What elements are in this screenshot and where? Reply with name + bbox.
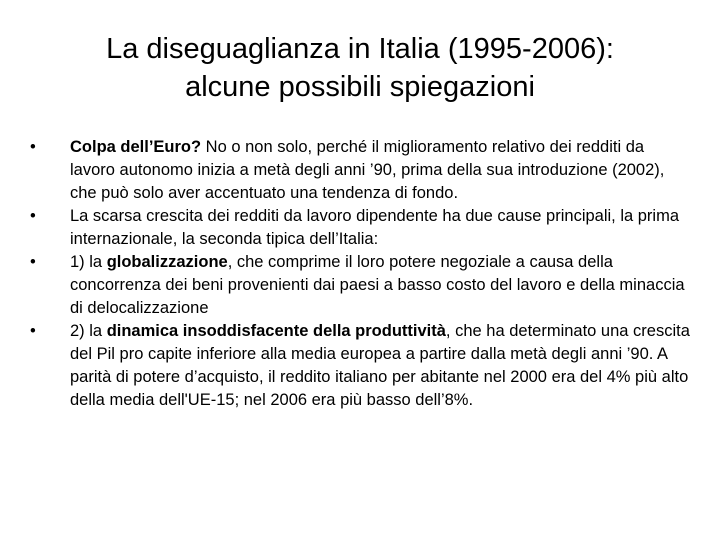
bullet-icon: • <box>30 322 36 340</box>
bullet-list <box>30 136 690 412</box>
bullet-item-low-growth <box>30 205 690 251</box>
bullet-prefix-text: 1) la <box>70 253 107 271</box>
bullet-item-euro <box>30 136 690 205</box>
slide-title-line-2: alcune possibili spiegazioni <box>185 71 535 103</box>
bullet-icon: • <box>30 253 36 271</box>
bullet-text <box>70 136 690 205</box>
bullet-bold-text: globalizzazione <box>106 253 228 271</box>
bullet-body-text: , che comprime il loro potere negoziale a causa della concorrenza dei beni provenienti dai paesi a basso costo del lavoro e della minaccia di delocalizzazione <box>70 253 685 317</box>
bullet-prefix-text: 2) la <box>70 322 107 340</box>
bullet-body-text: No o non solo, perché il miglioramento relativo dei redditi da lavoro autonomo inizia a metà degli anni ’90, prima della sua introduzione (2002), che può solo aver accentuato una tendenza di fondo. <box>70 138 665 202</box>
slide-title <box>0 30 720 106</box>
bullet-icon: • <box>30 138 36 156</box>
bullet-body-text: La scarsa crescita dei redditi da lavoro dipendente ha due cause principali, la prima internazionale, la seconda tipica dell’Italia: <box>70 207 680 248</box>
bullet-item-productivity <box>30 320 690 412</box>
bullet-text <box>70 320 690 412</box>
bullet-bold-text: Colpa dell’Euro? <box>70 138 202 156</box>
bullet-bold-text: dinamica insoddisfacente della produttività <box>106 322 446 340</box>
bullet-item-globalization <box>30 251 690 320</box>
bullet-body-text: , che ha determinato una crescita del Pil pro capite inferiore alla media europea a partire dalla metà degli anni ’90. A parità di potere d’acquisto, il reddito italiano per abitante nel 2000 era del 4% più alto della media dell'UE-15; nel 2006 era più basso dell’8%. <box>70 322 690 409</box>
slide-title-line-1: La diseguaglianza in Italia (1995-2006): <box>106 33 614 65</box>
bullet-text <box>70 251 690 320</box>
bullet-text <box>70 205 690 251</box>
bullet-icon: • <box>30 207 36 225</box>
